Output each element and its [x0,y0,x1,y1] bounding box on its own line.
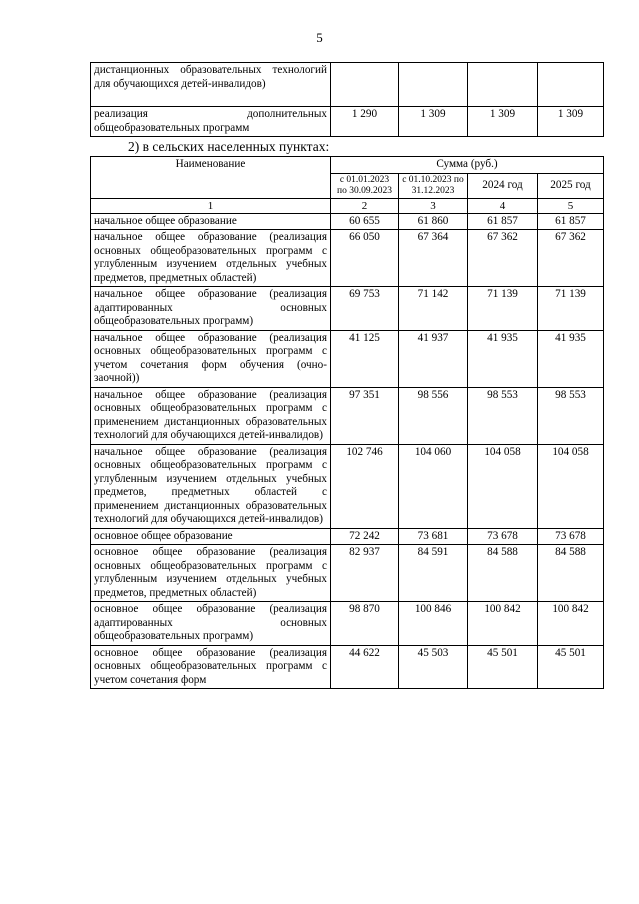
row-value: 61 860 [399,213,468,230]
table-row [91,63,604,107]
row-value: 71 139 [468,287,538,331]
row-value: 73 678 [538,528,604,545]
row-value: 44 622 [331,645,399,689]
row-value: 41 935 [538,330,604,387]
row-value: 84 588 [538,545,604,602]
row-value: 98 870 [331,602,399,646]
continued-table [90,62,604,137]
row-name: основное общее образование (реализация основных общеобразовательных программ с углубленным изучением отдельных учебных предметов, предметных областей) [91,545,331,602]
header-period-2: с 01.10.2023 по 31.12.2023 [399,173,468,198]
row-value: 100 842 [468,602,538,646]
row-name: дистанционных образовательных технологий для обучающихся детей-инвалидов) [91,63,331,107]
row-name: основное общее образование (реализация адаптированных основных общеобразовательных программ) [91,602,331,646]
row-value: 41 937 [399,330,468,387]
header-sum: Сумма (руб.) [331,157,604,174]
row-name: основное общее образование (реализация основных общеобразовательных программ с учетом сочетания форм [91,645,331,689]
table-row [91,444,604,528]
row-value: 97 351 [331,387,399,444]
row-value: 98 553 [538,387,604,444]
row-value: 1 309 [538,107,604,137]
row-name: начальное общее образование [91,213,331,230]
column-index: 2 [331,198,399,213]
header-year-2025: 2025 год [538,173,604,198]
row-name: начальное общее образование (реализация адаптированных основных общеобразовательных программ) [91,287,331,331]
row-value: 61 857 [538,213,604,230]
row-value: 98 556 [399,387,468,444]
table-row [91,387,604,444]
row-value: 67 362 [538,230,604,287]
row-value [468,63,538,107]
table-row [91,330,604,387]
header-name: Наименование [91,157,331,199]
row-value: 72 242 [331,528,399,545]
table-row [91,230,604,287]
row-name: начальное общее образование (реализация основных общеобразовательных программ с углубленным изучением отдельных учебных предметов, предметных областей с применением дистанционных образовательных технологий для обучающихся детей-инвалидов) [91,444,331,528]
row-value: 100 846 [399,602,468,646]
column-index: 4 [468,198,538,213]
row-value: 71 142 [399,287,468,331]
header-period-1: с 01.01.2023 по 30.09.2023 [331,173,399,198]
row-value: 60 655 [331,213,399,230]
row-name: начальное общее образование (реализация основных общеобразовательных программ с применением дистанционных образовательных технологий для обучающихся детей-инвалидов) [91,387,331,444]
row-value [538,63,604,107]
table-header [91,157,604,214]
row-value [331,63,399,107]
row-value: 45 501 [468,645,538,689]
row-value: 66 050 [331,230,399,287]
row-value: 82 937 [331,545,399,602]
table-row [91,645,604,689]
row-value: 69 753 [331,287,399,331]
row-name: начальное общее образование (реализация основных общеобразовательных программ с учетом сочетания форм обучения (очно-заочной)) [91,330,331,387]
row-value: 41 935 [468,330,538,387]
column-index: 3 [399,198,468,213]
row-value: 45 501 [538,645,604,689]
rural-costs-table [90,156,604,689]
row-name: реализация дополнительных общеобразовательных программ [91,107,331,137]
row-value: 104 058 [538,444,604,528]
row-value: 100 842 [538,602,604,646]
header-year-2024: 2024 год [468,173,538,198]
row-value: 61 857 [468,213,538,230]
row-value: 104 058 [468,444,538,528]
row-value: 102 746 [331,444,399,528]
table-body [91,213,604,689]
row-value: 1 290 [331,107,399,137]
header-row [91,157,604,174]
row-name: основное общее образование [91,528,331,545]
table-row [91,528,604,545]
row-value: 73 678 [468,528,538,545]
row-value: 41 125 [331,330,399,387]
table-row [91,287,604,331]
row-value: 67 364 [399,230,468,287]
table-row [91,602,604,646]
row-value: 71 139 [538,287,604,331]
row-value: 84 588 [468,545,538,602]
row-value: 1 309 [399,107,468,137]
page-number: 5 [316,30,323,45]
row-value: 73 681 [399,528,468,545]
row-name: начальное общее образование (реализация основных общеобразовательных программ с углубленным изучением отдельных учебных предметов, предметных областей) [91,230,331,287]
row-value [399,63,468,107]
section-heading: 2) в сельских населенных пунктах: [128,139,330,154]
table-row [91,545,604,602]
table-row [91,213,604,230]
table-row [91,107,604,137]
row-value: 45 503 [399,645,468,689]
column-index: 1 [91,198,331,213]
column-index-row [91,198,604,213]
row-value: 104 060 [399,444,468,528]
continued-table-body [91,63,604,137]
column-index: 5 [538,198,604,213]
row-value: 1 309 [468,107,538,137]
row-value: 84 591 [399,545,468,602]
row-value: 67 362 [468,230,538,287]
row-value: 98 553 [468,387,538,444]
